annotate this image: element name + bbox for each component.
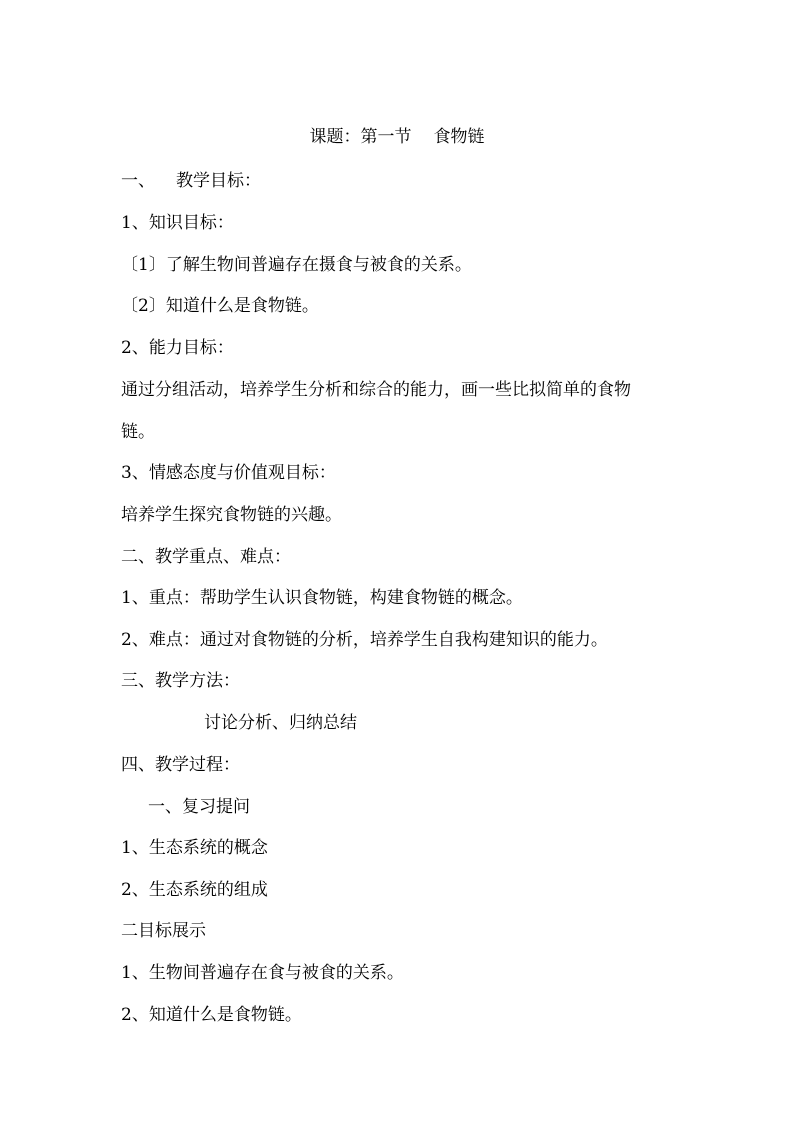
section-3-heading: 三、教学方法： bbox=[121, 671, 240, 691]
goals-display-item-1: 1、生物间普遍存在食与被食的关系。 bbox=[121, 963, 404, 983]
section-1-heading: 教学目标： bbox=[176, 171, 261, 191]
review-item-2: 2、生态系统的组成 bbox=[121, 880, 268, 900]
lesson-title bbox=[0, 126, 794, 148]
section-2-heading: 二、教学重点、难点： bbox=[121, 547, 291, 567]
review-item-1: 1、生态系统的概念 bbox=[121, 838, 268, 858]
attitude-goal-text: 培养学生探究食物链的兴趣。 bbox=[121, 505, 342, 525]
knowledge-goal-2: 〔2〕知道什么是食物链。 bbox=[121, 296, 319, 316]
knowledge-goals-heading: 1、知识目标： bbox=[121, 213, 234, 233]
section-4-heading: 四、教学过程： bbox=[121, 755, 240, 775]
lesson-title-prefix: 课题：第一节 bbox=[309, 127, 412, 147]
goals-display-heading: 二目标展示 bbox=[121, 921, 206, 941]
ability-goals-heading: 2、能力目标： bbox=[121, 338, 234, 358]
ability-goal-text-cont: 链。 bbox=[121, 422, 155, 442]
attitude-goals-heading: 3、情感态度与价值观目标： bbox=[121, 463, 336, 483]
knowledge-goal-1: 〔1〕了解生物间普遍存在摄食与被食的关系。 bbox=[121, 255, 472, 275]
ability-goal-text: 通过分组活动，培养学生分析和综合的能力，画一些比拟简单的食物 bbox=[121, 380, 631, 400]
review-heading: 一、复习提问 bbox=[148, 797, 250, 817]
key-point: 1、重点：帮助学生认识食物链，构建食物链的概念。 bbox=[121, 588, 523, 608]
lesson-title-topic: 食物链 bbox=[433, 127, 485, 147]
section-1-number: 一、 bbox=[121, 171, 155, 191]
difficult-point: 2、难点：通过对食物链的分析，培养学生自我构建知识的能力。 bbox=[121, 630, 608, 650]
goals-display-item-2: 2、知道什么是食物链。 bbox=[121, 1005, 302, 1025]
teaching-methods: 讨论分析、归纳总结 bbox=[204, 713, 357, 733]
